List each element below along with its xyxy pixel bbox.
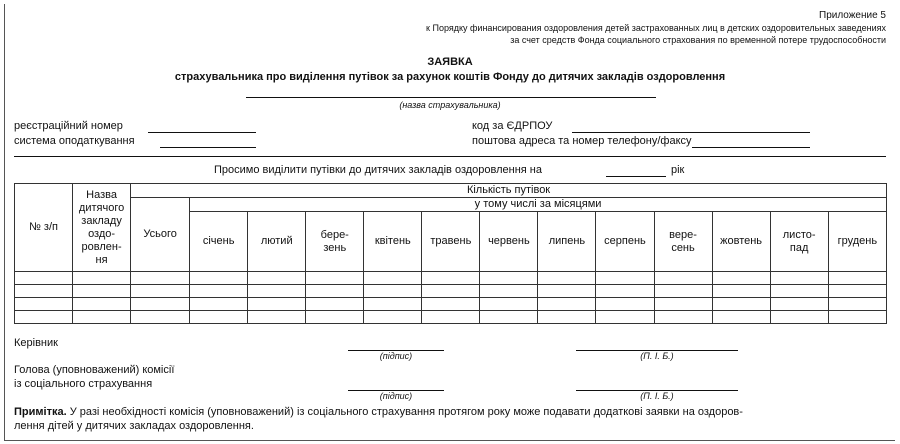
table-cell[interactable]	[422, 272, 480, 285]
table-cell[interactable]	[538, 272, 596, 285]
table-cell[interactable]	[364, 311, 422, 324]
col-header-facility-line: ровлен-	[81, 240, 122, 253]
table-cell[interactable]	[131, 298, 190, 311]
table-cell[interactable]	[538, 311, 596, 324]
table-cell[interactable]	[364, 298, 422, 311]
table-cell[interactable]	[15, 285, 73, 298]
table-cell[interactable]	[712, 298, 770, 311]
month-header: травень	[422, 212, 480, 272]
commission-label-2: із соціального страхування	[14, 378, 153, 390]
table-cell[interactable]	[306, 311, 364, 324]
commission-name-caption: (П. І. Б.)	[640, 391, 674, 401]
table-cell[interactable]	[15, 311, 73, 324]
table-cell[interactable]	[248, 298, 306, 311]
month-header: грудень	[828, 212, 886, 272]
table-cell[interactable]	[248, 311, 306, 324]
month-header: квітень	[364, 212, 422, 272]
table-row	[15, 298, 887, 311]
commission-sign-caption: (підпис)	[379, 391, 413, 401]
edrpou-line	[572, 132, 810, 133]
table-cell[interactable]	[248, 285, 306, 298]
col-header-facility-line: ня	[95, 253, 108, 266]
table-cell[interactable]	[73, 285, 131, 298]
appendix-label: Приложение 5	[819, 10, 886, 21]
table-cell[interactable]	[248, 272, 306, 285]
table-cell[interactable]	[654, 311, 712, 324]
edrpou-label: код за ЄДРПОУ	[472, 120, 553, 132]
table-cell[interactable]	[828, 311, 886, 324]
vouchers-table	[14, 183, 887, 324]
month-header: листо- пад	[770, 212, 828, 272]
month-header: вере- сень	[654, 212, 712, 272]
head-sign-caption: (підпис)	[379, 351, 413, 361]
table-cell[interactable]	[480, 311, 538, 324]
col-header-num: № з/п	[15, 184, 73, 272]
table-cell[interactable]	[828, 298, 886, 311]
table-cell[interactable]	[538, 285, 596, 298]
year-line	[606, 176, 666, 177]
separator-line	[14, 156, 886, 157]
form-title: ЗАЯВКА	[427, 56, 473, 68]
taxation-label: система оподаткування	[14, 135, 135, 147]
registration-label: реєстраційний номер	[14, 120, 123, 132]
table-cell[interactable]	[654, 272, 712, 285]
request-text: Просимо виділити путівки до дитячих закладів оздоровлення на	[214, 164, 542, 176]
insurer-name-caption: (назва страхувальника)	[399, 100, 501, 110]
table-cell[interactable]	[131, 272, 190, 285]
table-cell[interactable]	[712, 272, 770, 285]
table-cell[interactable]	[190, 272, 248, 285]
table-cell[interactable]	[422, 298, 480, 311]
taxation-line	[160, 147, 256, 148]
col-header-facility-line: закладу	[81, 214, 122, 227]
table-cell[interactable]	[538, 298, 596, 311]
table-cell[interactable]	[364, 285, 422, 298]
note-line-2: лення дітей у дитячих закладах оздоровлення.	[14, 420, 254, 432]
table-cell[interactable]	[712, 285, 770, 298]
table-cell[interactable]	[770, 298, 828, 311]
insurer-name-line	[246, 97, 656, 98]
table-cell[interactable]	[596, 285, 654, 298]
col-header-by-month: у тому числі за місяцями	[190, 198, 887, 212]
table-cell[interactable]	[654, 298, 712, 311]
appendix-line-1: к Порядку финансирования оздоровления детей застрахованных лиц в детских оздоровительных заведениях	[426, 23, 886, 33]
table-body	[15, 272, 887, 324]
table-cell[interactable]	[422, 311, 480, 324]
year-word: рік	[671, 164, 685, 176]
table-cell[interactable]	[131, 285, 190, 298]
table-cell[interactable]	[712, 311, 770, 324]
col-header-facility-line: дитячого	[78, 201, 125, 214]
table-cell[interactable]	[190, 285, 248, 298]
table-cell[interactable]	[480, 272, 538, 285]
registration-line	[148, 132, 256, 133]
table-cell[interactable]	[15, 298, 73, 311]
form-subtitle: страхувальника про виділення путівок за рахунок коштів Фонду до дитячих закладів оздоровлення	[174, 71, 726, 83]
table-cell[interactable]	[364, 272, 422, 285]
table-cell[interactable]	[190, 311, 248, 324]
table-cell[interactable]	[73, 298, 131, 311]
table-row	[15, 272, 887, 285]
table-cell[interactable]	[770, 285, 828, 298]
month-header: лютий	[248, 212, 306, 272]
month-header: січень	[190, 212, 248, 272]
col-header-count: Кількість путівок	[131, 184, 887, 198]
table-cell[interactable]	[73, 272, 131, 285]
head-name-caption: (П. І. Б.)	[640, 351, 674, 361]
table-cell[interactable]	[770, 311, 828, 324]
col-header-total: Усього	[131, 198, 190, 272]
table-cell[interactable]	[770, 272, 828, 285]
note	[14, 405, 886, 433]
month-header: липень	[538, 212, 596, 272]
address-line	[692, 147, 810, 148]
table-row	[15, 311, 887, 324]
col-header-facility-line: оздо-	[88, 227, 116, 240]
table-cell[interactable]	[15, 272, 73, 285]
col-header-facility	[73, 184, 131, 272]
table-cell[interactable]	[596, 272, 654, 285]
table-cell[interactable]	[306, 298, 364, 311]
table-cell[interactable]	[422, 285, 480, 298]
table-cell[interactable]	[131, 311, 190, 324]
table-cell[interactable]	[596, 311, 654, 324]
appendix-line-2: за счет средств Фонда социального страхования по временной потере трудоспособности	[510, 35, 886, 45]
table-cell[interactable]	[73, 311, 131, 324]
table-cell[interactable]	[828, 285, 886, 298]
commission-label-1: Голова (уповноважений) комісії	[14, 364, 175, 376]
table-cell[interactable]	[190, 298, 248, 311]
table-cell[interactable]	[654, 285, 712, 298]
table-cell[interactable]	[306, 285, 364, 298]
col-header-facility-line: Назва	[86, 188, 117, 201]
appendix-header	[186, 10, 886, 46]
month-header: серпень	[596, 212, 654, 272]
table-cell[interactable]	[828, 272, 886, 285]
month-header: бере- зень	[306, 212, 364, 272]
head-label: Керівник	[14, 337, 58, 349]
table-cell[interactable]	[480, 298, 538, 311]
note-label: Примітка.	[14, 406, 67, 418]
table-cell[interactable]	[596, 298, 654, 311]
month-header: червень	[480, 212, 538, 272]
month-header: жовтень	[712, 212, 770, 272]
address-label: поштова адреса та номер телефону/факсу	[472, 135, 692, 147]
table-cell[interactable]	[306, 272, 364, 285]
table-cell[interactable]	[480, 285, 538, 298]
note-line-1: У разі необхідності комісія (уповноважений) із соціального страхування протягом року може подавати додаткові заявки на оздоров-	[69, 406, 743, 418]
table-row	[15, 285, 887, 298]
